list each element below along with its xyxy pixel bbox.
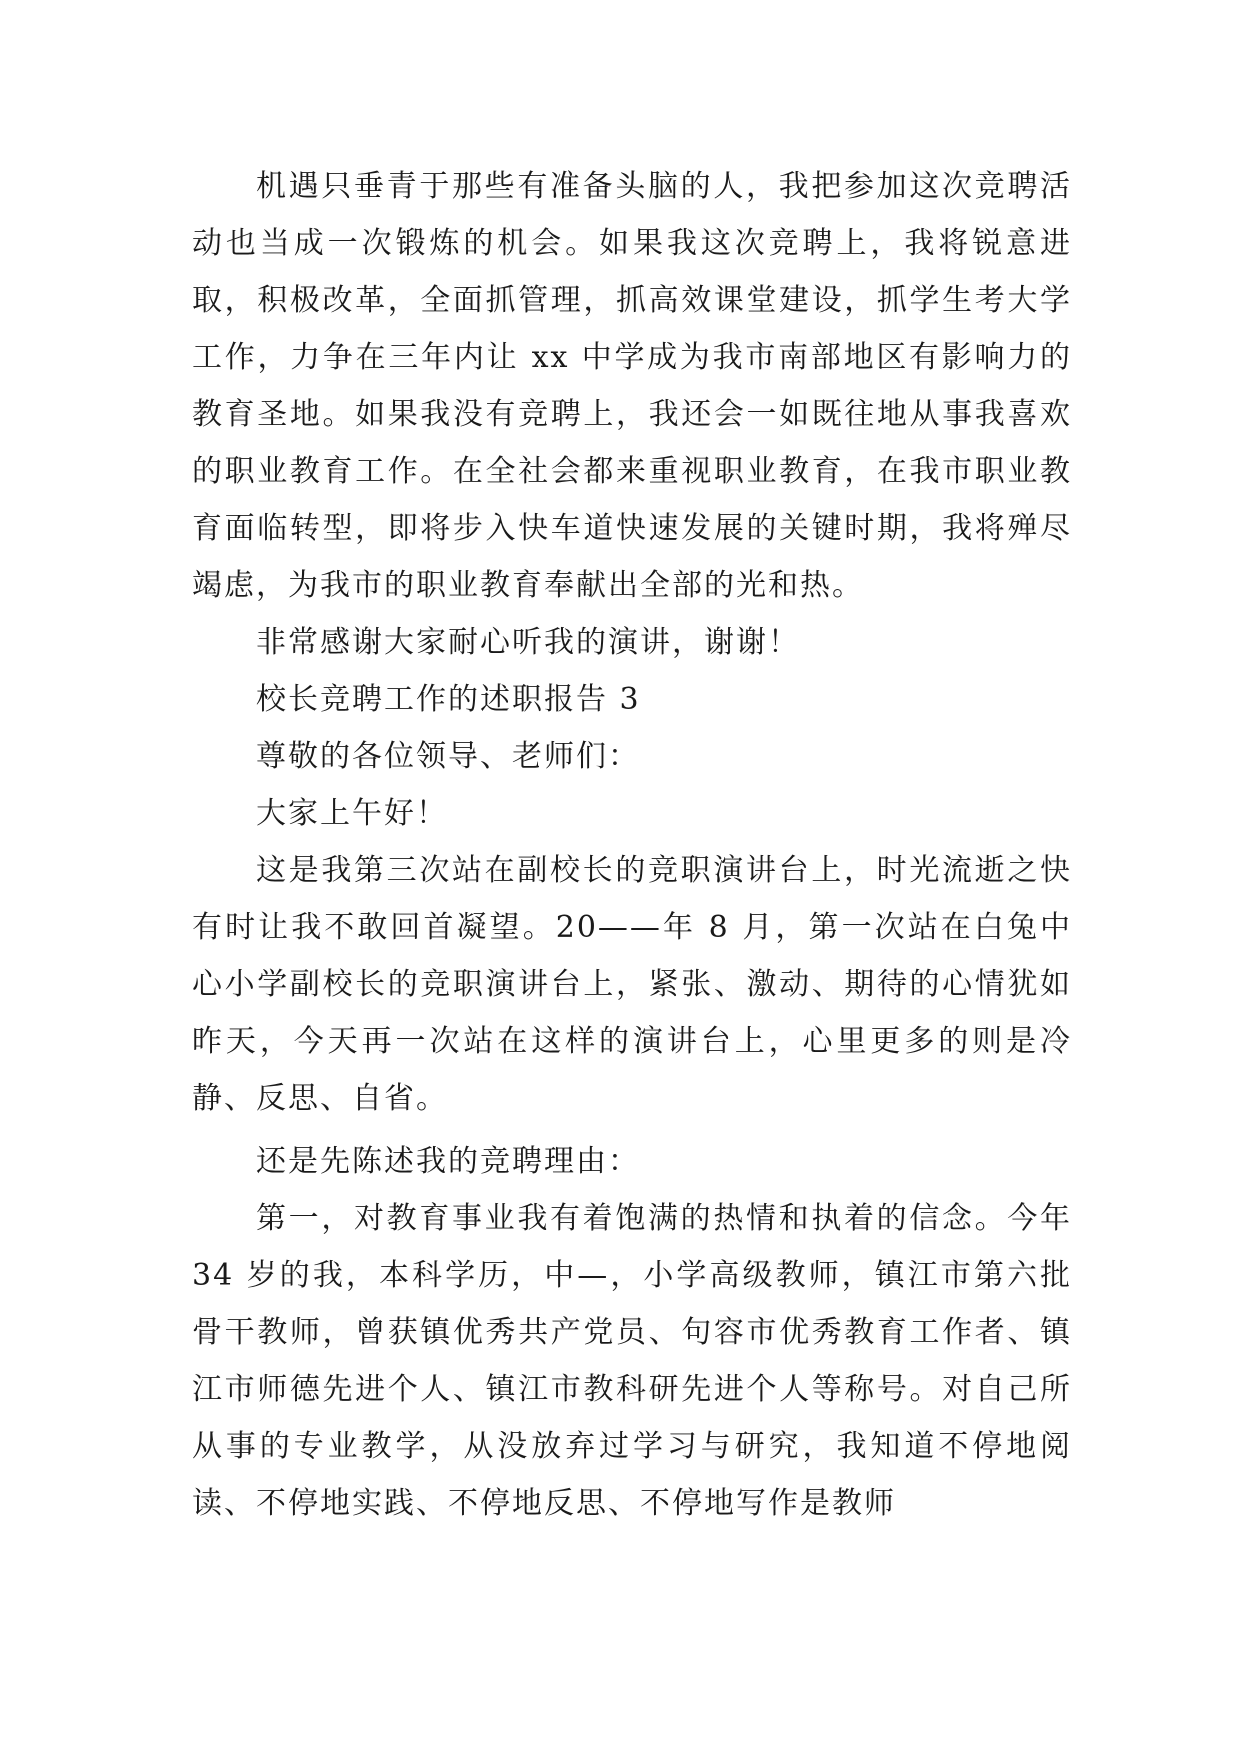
paragraph-salutation: 尊敬的各位领导、老师们： bbox=[256, 739, 640, 774]
paragraph-third-time: 这是我第三次站在副校长的竞职演讲台上，时光流逝之快有时让我不敢回首凝望。20——年 8 月，第一次站在白兔中心小学副校长的竞职演讲台上，紧张、激动、期待的心情犹如昨天，今天再一次站在这样的演讲台上，心里更多的则是冷静、反思、自省。 bbox=[192, 853, 1072, 1116]
paragraph-greeting: 大家上午好！ bbox=[256, 796, 448, 831]
paragraph-reasons-intro: 还是先陈述我的竞聘理由： bbox=[256, 1144, 640, 1179]
paragraph-opportunity: 机遇只垂青于那些有准备头脑的人，我把参加这次竞聘活动也当成一次锻炼的机会。如果我这次竞聘上，我将锐意进取，积极改革，全面抓管理，抓高效课堂建设，抓学生考大学工作，力争在三年内让 xx 中学成为我市南部地区有影响力的教育圣地。如果我没有竞聘上，我还会一如既往地从事我喜欢的职业教育工作。在全社会都来重视职业教育，在我市职业教育面临转型，即将步入快车道快速发展的关键时期，我将殚尽竭虑，为我市的职业教育奉献出全部的光和热。 bbox=[192, 169, 1072, 603]
paragraph-first-reason: 第一，对教育事业我有着饱满的热情和执着的信念。今年 34 岁的我，本科学历，中—，小学高级教师，镇江市第六批骨干教师，曾获镇优秀共产党员、句容市优秀教育工作者、镇江市师德先进个人、镇江市教科研先进个人等称号。对自己所从事的专业教学，从没放弃过学习与研究，我知道不停地阅读、不停地实践、不停地反思、不停地写作是教师 bbox=[192, 1201, 1072, 1521]
section-heading: 校长竞聘工作的述职报告 3 bbox=[256, 682, 641, 717]
document-body bbox=[192, 158, 1072, 1532]
paragraph-thanks: 非常感谢大家耐心听我的演讲，谢谢！ bbox=[256, 625, 800, 660]
